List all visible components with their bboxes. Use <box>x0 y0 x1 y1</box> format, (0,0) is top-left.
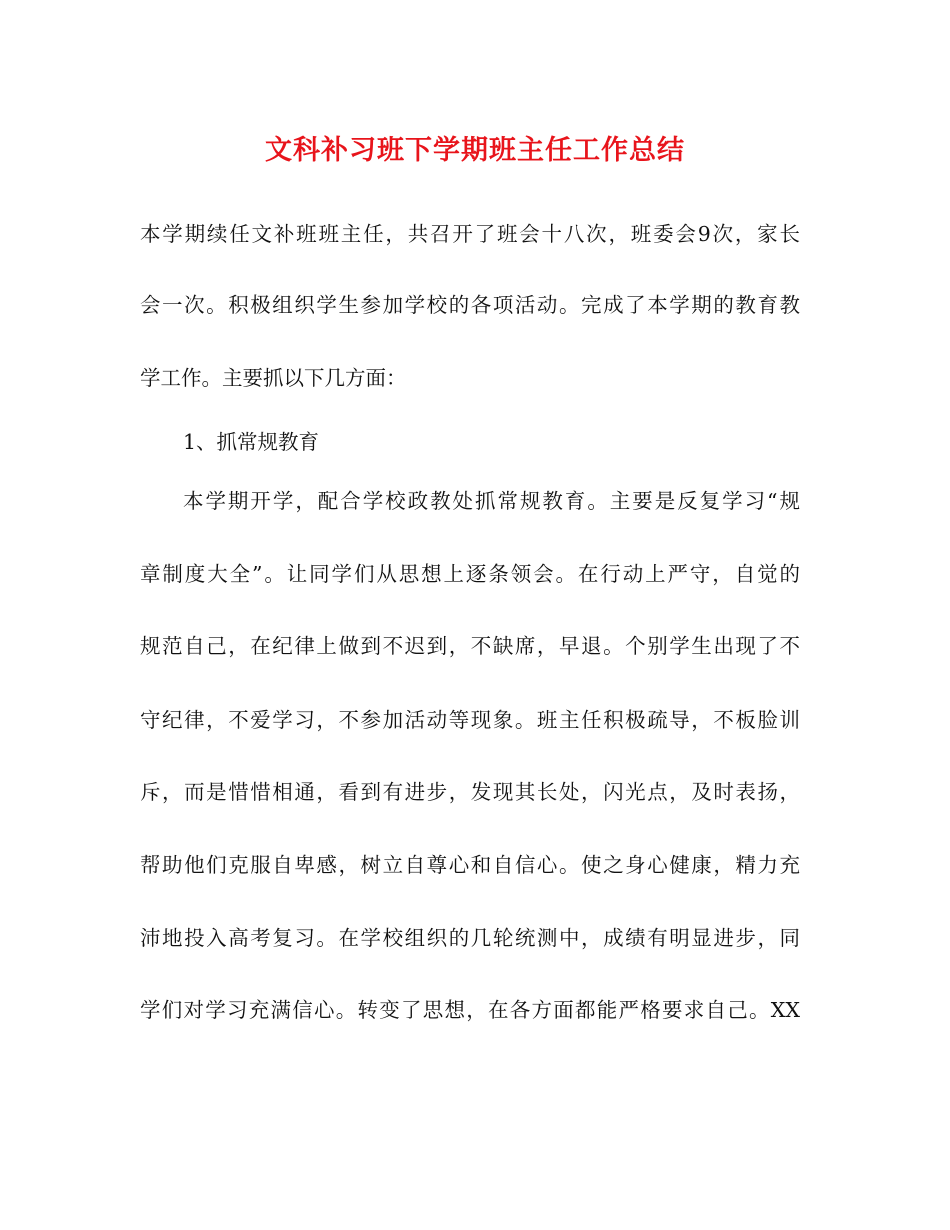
paragraph-line: 规范自己，在纪律上做到不迟到，不缺席，早退。个别学生出现了不 <box>140 634 800 658</box>
section-heading: 1、抓常规教育 <box>183 430 320 454</box>
paragraph-line: 章制度大全”。让同学们从思想上逐条领会。在行动上严守，自觉的 <box>140 562 800 586</box>
paragraph-line: 沛地投入高考复习。在学校组织的几轮统测中，成绩有明显进步，同 <box>140 926 800 950</box>
paragraph-line: 本学期开学，配合学校政教处抓常规教育。主要是反复学习“规 <box>183 489 800 513</box>
paragraph-line: 帮助他们克服自卑感，树立自尊心和自信心。使之身心健康，精力充 <box>140 853 800 877</box>
document-title: 文科补习班下学期班主任工作总结 <box>265 135 685 166</box>
paragraph-line: 守纪律，不爱学习，不参加活动等现象。班主任积极疏导，不板脸训 <box>140 708 800 732</box>
paragraph-line: 斥，而是惜惜相通，看到有进步，发现其长处，闪光点，及时表扬， <box>140 780 800 804</box>
paragraph-line: 学们对学习充满信心。转变了思想，在各方面都能严格要求自己。XX <box>140 998 800 1022</box>
paragraph-line: 本学期续任文补班班主任，共召开了班会十八次，班委会9次，家长 <box>140 222 800 246</box>
paragraph-line: 学工作。主要抓以下几方面： <box>140 366 407 390</box>
paragraph-line: 会一次。积极组织学生参加学校的各项活动。完成了本学期的教育教 <box>140 293 800 317</box>
